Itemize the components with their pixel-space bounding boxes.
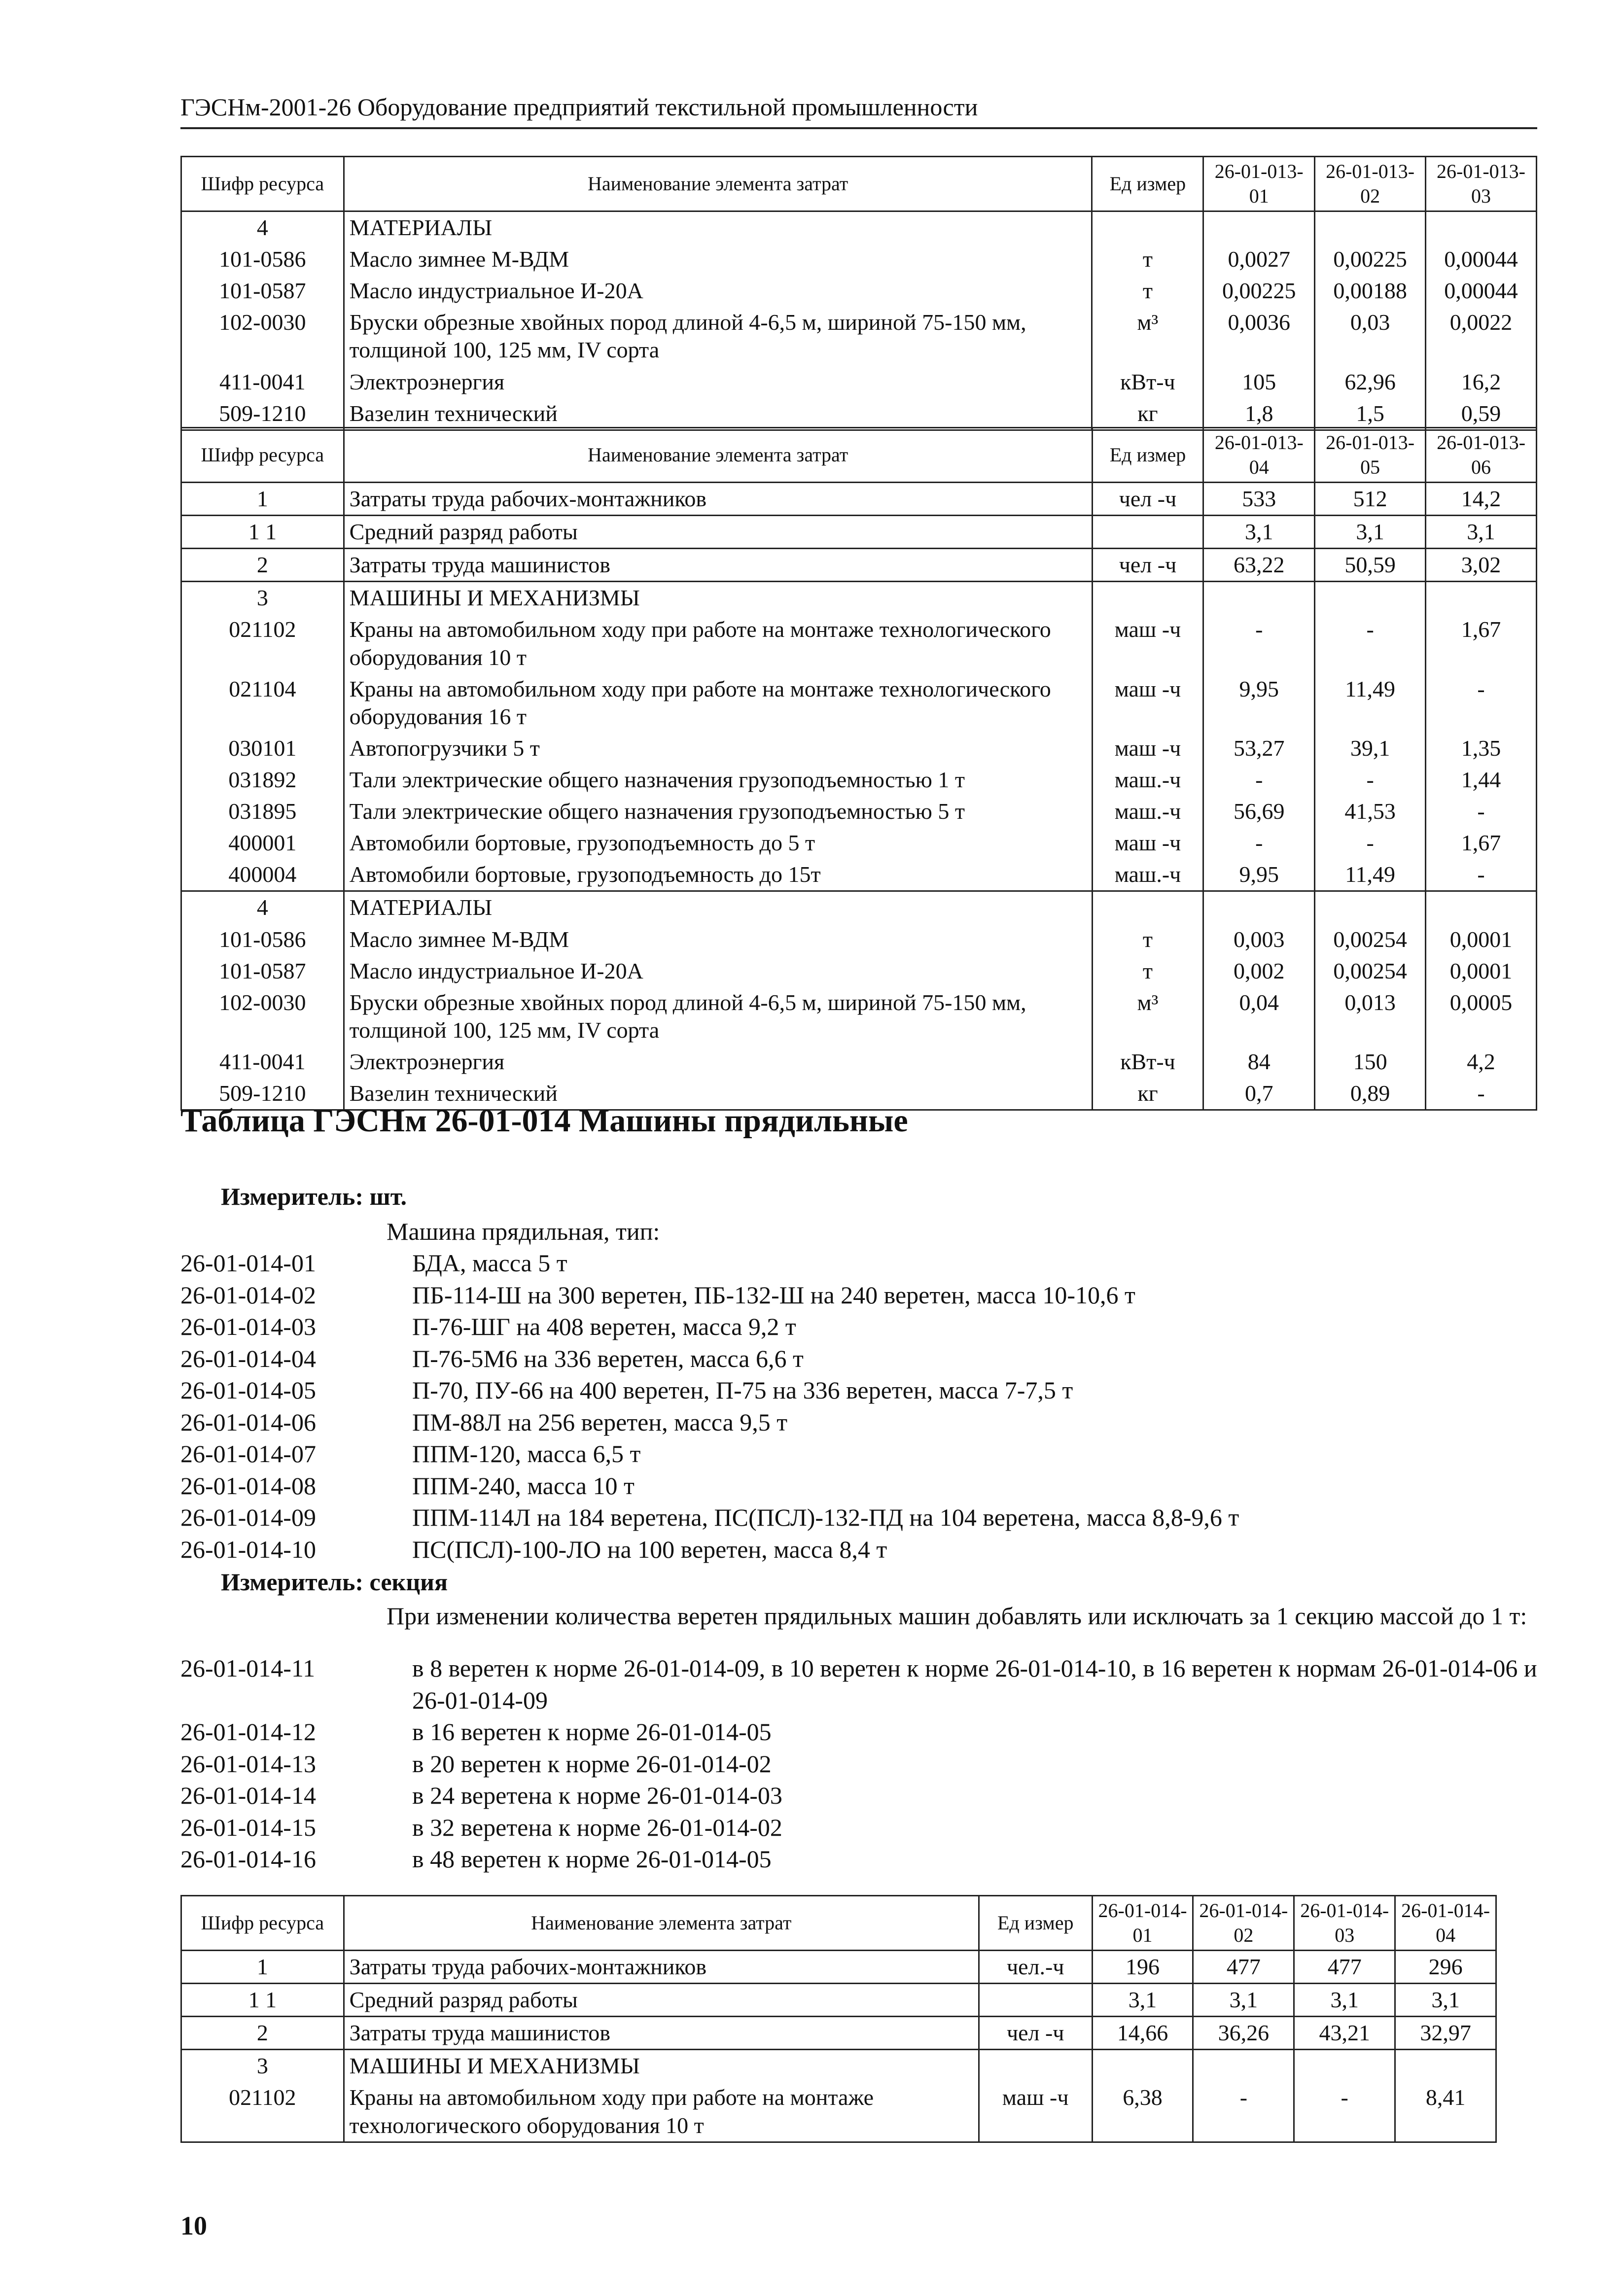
norm-list	[180, 1247, 1561, 1565]
value-cell: 0,59	[1426, 398, 1537, 430]
table-row	[181, 2017, 1496, 2050]
name-cell: Вазелин технический	[344, 1078, 1092, 1110]
norm-code: 26-01-014-14	[180, 1782, 316, 1809]
value-cell: 56,69	[1203, 796, 1315, 827]
section-heading-cell: МАШИНЫ И МЕХАНИЗМЫ	[344, 582, 1092, 614]
section-title: Таблица ГЭСНм 26-01-014 Машины прядильные	[180, 1103, 908, 1139]
name-cell: Масло зимнее М-ВДМ	[344, 924, 1092, 955]
norm-code: 26-01-014-02	[180, 1281, 316, 1309]
norm-description: П-76-ШГ на 408 веретен, масса 9,2 т	[412, 1313, 796, 1340]
value-cell: 477	[1193, 1951, 1294, 1984]
name-cell: Автомобили бортовые, грузоподъемность до 5 т	[344, 827, 1092, 859]
table-row	[181, 987, 1537, 1046]
unit-cell: чел -ч	[979, 2017, 1092, 2050]
name-cell: Автопогрузчики 5 т	[344, 733, 1092, 764]
col-header-name: Наименование элемента затрат	[344, 1896, 979, 1951]
value-cell: 3,1	[1395, 1984, 1496, 2017]
value-cell: 16,2	[1426, 366, 1537, 398]
unit-cell: маш -ч	[1092, 733, 1203, 764]
table-row	[181, 2082, 1496, 2142]
list-item	[180, 1343, 1561, 1375]
col-header-norm: 26-01-013-02	[1315, 157, 1426, 211]
list-item	[180, 1748, 1561, 1780]
value-cell: -	[1315, 614, 1426, 673]
value-cell: 14,66	[1092, 2017, 1193, 2050]
table-row	[181, 483, 1537, 516]
code-cell: 102-0030	[181, 987, 344, 1046]
resource-table-013-01-03	[180, 156, 1537, 431]
table-body	[181, 483, 1537, 1110]
table-row	[181, 244, 1537, 275]
value-cell: 0,00254	[1315, 924, 1426, 955]
value-cell: 105	[1203, 366, 1315, 398]
name-cell: Электроэнергия	[344, 366, 1092, 398]
code-cell: 031895	[181, 796, 344, 827]
value-cell: 1,35	[1426, 733, 1537, 764]
norm-description: в 20 веретен к норме 26-01-014-02	[412, 1749, 772, 1778]
unit-cell: маш -ч	[1092, 673, 1203, 733]
value-cell: -	[1203, 764, 1315, 796]
code-cell: 509-1210	[181, 398, 344, 430]
code-cell: 101-0586	[181, 924, 344, 955]
norm-description: ППМ-120, масса 6,5 т	[412, 1440, 641, 1468]
value-cell: -	[1203, 827, 1315, 859]
norm-code: 26-01-014-03	[180, 1313, 316, 1340]
list-item	[180, 1438, 1561, 1470]
name-cell: Затраты труда рабочих-монтажников	[344, 1951, 979, 1984]
norm-list-sections	[180, 1652, 1561, 1875]
meter-line-2	[221, 1568, 448, 1596]
col-header-norm: 26-01-014-01	[1092, 1896, 1193, 1951]
code-cell: 021102	[181, 2082, 344, 2142]
list-item	[180, 1470, 1561, 1502]
value-cell: 1,5	[1315, 398, 1426, 430]
list-item	[180, 1534, 1561, 1566]
list-item	[180, 1652, 1561, 1716]
norm-code: 26-01-014-16	[180, 1845, 316, 1873]
value-cell: 14,2	[1426, 483, 1537, 516]
code-cell: 102-0030	[181, 307, 344, 366]
code-cell: 021102	[181, 614, 344, 673]
name-cell: Вазелин технический	[344, 398, 1092, 430]
value-cell	[1426, 582, 1537, 614]
name-cell: Средний разряд работы	[344, 1984, 979, 2017]
value-cell: 3,02	[1426, 549, 1537, 582]
header-rule	[180, 127, 1537, 129]
code-cell: 101-0586	[181, 244, 344, 275]
name-cell: Тали электрические общего назначения грузоподъемностью 1 т	[344, 764, 1092, 796]
table-row	[181, 366, 1537, 398]
unit-cell: чел -ч	[1092, 483, 1203, 516]
code-cell: 411-0041	[181, 366, 344, 398]
value-cell	[1294, 2050, 1395, 2082]
value-cell	[1426, 211, 1537, 244]
norm-code: 26-01-014-04	[180, 1344, 316, 1372]
norm-description: ПМ-88Л на 256 веретен, масса 9,5 т	[412, 1408, 788, 1436]
unit-cell	[1092, 582, 1203, 614]
table-row	[181, 516, 1537, 549]
table-row	[181, 827, 1537, 859]
code-cell: 1	[181, 483, 344, 516]
norm-description: БДА, масса 5 т	[412, 1249, 567, 1277]
norm-description: в 48 веретен к норме 26-01-014-05	[412, 1845, 772, 1873]
code-cell: 021104	[181, 673, 344, 733]
unit-cell: кг	[1092, 1078, 1203, 1110]
col-header-unit: Ед измер	[1092, 428, 1203, 483]
value-cell	[1092, 2050, 1193, 2082]
code-cell: 3	[181, 582, 344, 614]
value-cell	[1203, 582, 1315, 614]
value-cell: 0,00225	[1203, 275, 1315, 307]
list-item	[180, 1311, 1561, 1343]
name-cell: Автомобили бортовые, грузоподъемность до 15т	[344, 859, 1092, 891]
norm-description: ПБ-114-Ш на 300 веретен, ПБ-132-Ш на 240 веретен, масса 10-10,6 т	[412, 1281, 1135, 1309]
value-cell: 0,00254	[1315, 955, 1426, 987]
table-row	[181, 307, 1537, 366]
unit-cell: маш.-ч	[1092, 859, 1203, 891]
code-cell: 1 1	[181, 1984, 344, 2017]
value-cell: 36,26	[1193, 2017, 1294, 2050]
unit-cell	[979, 2050, 1092, 2082]
value-cell: 11,49	[1315, 673, 1426, 733]
norm-description: в 8 веретен к норме 26-01-014-09, в 10 веретен к норме 26-01-014-10, в 16 веретен к нормам 26-01-014-06 и 26-01-014-09	[412, 1654, 1537, 1714]
unit-cell: кг	[1092, 398, 1203, 430]
norm-code: 26-01-014-08	[180, 1471, 316, 1500]
value-cell: 43,21	[1294, 2017, 1395, 2050]
value-cell: 533	[1203, 483, 1315, 516]
col-header-name: Наименование элемента затрат	[344, 157, 1092, 211]
unit-cell: кВт-ч	[1092, 1046, 1203, 1078]
value-cell: -	[1426, 796, 1537, 827]
meter-label: Измеритель:	[221, 1568, 364, 1596]
unit-cell	[1092, 211, 1203, 244]
name-cell: Электроэнергия	[344, 1046, 1092, 1078]
unit-cell: чел.-ч	[979, 1951, 1092, 1984]
code-cell: 3	[181, 2050, 344, 2082]
list-item	[180, 1780, 1561, 1812]
value-cell	[1395, 2050, 1496, 2082]
table-row	[181, 733, 1537, 764]
value-cell: 84	[1203, 1046, 1315, 1078]
list-item	[180, 1502, 1561, 1534]
name-cell: Краны на автомобильном ходу при работе на монтаже технологического оборудования 10 т	[344, 2082, 979, 2142]
list-item	[180, 1716, 1561, 1748]
name-cell: Бруски обрезные хвойных пород длиной 4-6,5 м, шириной 75-150 мм, толщиной 100, 125 мм, IV сорта	[344, 987, 1092, 1046]
unit-cell: маш.-ч	[1092, 764, 1203, 796]
table-row	[181, 1951, 1496, 1984]
unit-cell: т	[1092, 955, 1203, 987]
value-cell: 1,8	[1203, 398, 1315, 430]
value-cell	[1193, 2050, 1294, 2082]
resource-table-014-01-04	[180, 1895, 1497, 2143]
value-cell: 6,38	[1092, 2082, 1193, 2142]
unit-cell	[979, 1984, 1092, 2017]
table-body	[181, 211, 1537, 430]
section-heading-cell: МАШИНЫ И МЕХАНИЗМЫ	[344, 2050, 979, 2082]
meter-value: секция	[369, 1568, 448, 1596]
value-cell: 0,0005	[1426, 987, 1537, 1046]
value-cell: -	[1426, 673, 1537, 733]
col-header-norm: 26-01-014-03	[1294, 1896, 1395, 1951]
running-header: ГЭСНм-2001-26 Оборудование предприятий текстильной промышленности	[180, 93, 978, 121]
code-cell: 1 1	[181, 516, 344, 549]
unit-cell: маш -ч	[1092, 614, 1203, 673]
unit-cell: маш.-ч	[1092, 796, 1203, 827]
table-row	[181, 796, 1537, 827]
meter-line-1	[221, 1182, 407, 1211]
norm-description: в 16 веретен к норме 26-01-014-05	[412, 1718, 772, 1746]
name-cell: Затраты труда машинистов	[344, 549, 1092, 582]
value-cell	[1203, 891, 1315, 924]
value-cell: 0,00225	[1315, 244, 1426, 275]
name-cell: Масло зимнее М-ВДМ	[344, 244, 1092, 275]
col-header-code: Шифр ресурса	[181, 428, 344, 483]
value-cell	[1426, 891, 1537, 924]
value-cell: 0,0027	[1203, 244, 1315, 275]
table-row	[181, 891, 1537, 924]
value-cell: 0,00188	[1315, 275, 1426, 307]
value-cell: 150	[1315, 1046, 1426, 1078]
norm-code: 26-01-014-07	[180, 1440, 316, 1468]
value-cell: 0,00044	[1426, 244, 1537, 275]
resource-table-013-04-06	[180, 427, 1537, 1111]
value-cell: 3,1	[1294, 1984, 1395, 2017]
value-cell	[1315, 891, 1426, 924]
value-cell: 3,1	[1193, 1984, 1294, 2017]
norm-code: 26-01-014-13	[180, 1749, 316, 1778]
norm-code: 26-01-014-12	[180, 1718, 316, 1746]
norm-code: 26-01-014-15	[180, 1813, 316, 1841]
value-cell: 0,03	[1315, 307, 1426, 366]
table-row	[181, 859, 1537, 891]
code-cell: 2	[181, 549, 344, 582]
value-cell	[1315, 211, 1426, 244]
value-cell: 9,95	[1203, 859, 1315, 891]
value-cell: 1,67	[1426, 827, 1537, 859]
code-cell: 101-0587	[181, 275, 344, 307]
table-row	[181, 764, 1537, 796]
table-row	[181, 673, 1537, 733]
value-cell: 3,1	[1426, 516, 1537, 549]
value-cell: -	[1426, 1078, 1537, 1110]
table-row	[181, 582, 1537, 614]
code-cell: 101-0587	[181, 955, 344, 987]
norm-code: 26-01-014-01	[180, 1249, 316, 1277]
table-row	[181, 1046, 1537, 1078]
table-body	[181, 1951, 1496, 2142]
unit-cell: кВт-ч	[1092, 366, 1203, 398]
meter-label: Измеритель:	[221, 1183, 364, 1210]
value-cell: 41,53	[1315, 796, 1426, 827]
value-cell: -	[1294, 2082, 1395, 2142]
code-cell: 4	[181, 891, 344, 924]
value-cell: 3,1	[1203, 516, 1315, 549]
norm-description: П-70, ПУ-66 на 400 веретен, П-75 на 336 веретен, масса 7-7,5 т	[412, 1376, 1073, 1404]
code-cell: 400001	[181, 827, 344, 859]
value-cell: 32,97	[1395, 2017, 1496, 2050]
col-header-norm: 26-01-013-05	[1315, 428, 1426, 483]
code-cell: 400004	[181, 859, 344, 891]
section-heading-cell: МАТЕРИАЛЫ	[344, 891, 1092, 924]
value-cell: 0,04	[1203, 987, 1315, 1046]
page-number: 10	[180, 2211, 207, 2240]
col-header-code: Шифр ресурса	[181, 1896, 344, 1951]
unit-cell: м³	[1092, 987, 1203, 1046]
name-cell: Масло индустриальное И-20А	[344, 275, 1092, 307]
value-cell: 0,7	[1203, 1078, 1315, 1110]
code-cell: 509-1210	[181, 1078, 344, 1110]
value-cell: 9,95	[1203, 673, 1315, 733]
machine-type-intro: Машина прядильная, тип:	[387, 1218, 660, 1245]
norm-code: 26-01-014-09	[180, 1504, 316, 1531]
meter-value: шт.	[369, 1183, 407, 1210]
code-cell: 4	[181, 211, 344, 244]
col-header-unit: Ед измер	[979, 1896, 1092, 1951]
unit-cell: т	[1092, 244, 1203, 275]
name-cell: Бруски обрезные хвойных пород длиной 4-6,5 м, шириной 75-150 мм, толщиной 100, 125 мм, IV сорта	[344, 307, 1092, 366]
table-row	[181, 211, 1537, 244]
value-cell: -	[1315, 764, 1426, 796]
value-cell: 0,89	[1315, 1078, 1426, 1110]
list-item	[180, 1843, 1561, 1875]
value-cell: -	[1193, 2082, 1294, 2142]
value-cell: 1,44	[1426, 764, 1537, 796]
table-row	[181, 275, 1537, 307]
list-item	[180, 1812, 1561, 1844]
col-header-norm: 26-01-014-04	[1395, 1896, 1496, 1951]
col-header-norm: 26-01-014-02	[1193, 1896, 1294, 1951]
unit-cell	[1092, 891, 1203, 924]
unit-cell: чел -ч	[1092, 549, 1203, 582]
value-cell: 8,41	[1395, 2082, 1496, 2142]
col-header-name: Наименование элемента затрат	[344, 428, 1092, 483]
name-cell: Затраты труда машинистов	[344, 2017, 979, 2050]
value-cell: -	[1203, 614, 1315, 673]
norm-description: в 24 веретена к норме 26-01-014-03	[412, 1782, 782, 1809]
list-item	[180, 1247, 1561, 1279]
table-row	[181, 1984, 1496, 2017]
name-cell: Тали электрические общего назначения грузоподъемностью 5 т	[344, 796, 1092, 827]
col-header-norm: 26-01-013-01	[1203, 157, 1315, 211]
unit-cell: м³	[1092, 307, 1203, 366]
unit-cell: т	[1092, 275, 1203, 307]
value-cell: 3,1	[1315, 516, 1426, 549]
value-cell: 11,49	[1315, 859, 1426, 891]
value-cell: 39,1	[1315, 733, 1426, 764]
value-cell: 0,002	[1203, 955, 1315, 987]
code-cell: 031892	[181, 764, 344, 796]
value-cell: 0,00044	[1426, 275, 1537, 307]
value-cell: -	[1315, 827, 1426, 859]
table-row	[181, 2050, 1496, 2082]
table-row	[181, 549, 1537, 582]
value-cell: 0,0001	[1426, 924, 1537, 955]
unit-cell: маш -ч	[1092, 827, 1203, 859]
code-cell: 411-0041	[181, 1046, 344, 1078]
norm-description: в 32 веретена к норме 26-01-014-02	[412, 1813, 782, 1841]
value-cell: 0,003	[1203, 924, 1315, 955]
name-cell: Краны на автомобильном ходу при работе на монтаже технологического оборудования 10 т	[344, 614, 1092, 673]
value-cell: 0,013	[1315, 987, 1426, 1046]
norm-description: ППМ-114Л на 184 веретена, ПС(ПСЛ)-132-ПД на 104 веретена, масса 8,8-9,6 т	[412, 1504, 1239, 1531]
value-cell: 62,96	[1315, 366, 1426, 398]
table-row	[181, 955, 1537, 987]
value-cell: 0,0022	[1426, 307, 1537, 366]
table-row	[181, 398, 1537, 430]
code-cell: 1	[181, 1951, 344, 1984]
section-note: При изменении количества веретен прядильных машин добавлять или исключать за 1 секцию массой до 1 т:	[387, 1602, 1527, 1630]
list-item	[180, 1279, 1561, 1311]
value-cell: 0,0036	[1203, 307, 1315, 366]
value-cell: -	[1426, 859, 1537, 891]
col-header-norm: 26-01-013-04	[1203, 428, 1315, 483]
name-cell: Затраты труда рабочих-монтажников	[344, 483, 1092, 516]
value-cell: 296	[1395, 1951, 1496, 1984]
norm-code: 26-01-014-05	[180, 1376, 316, 1404]
value-cell	[1315, 582, 1426, 614]
name-cell: Краны на автомобильном ходу при работе на монтаже технологического оборудования 16 т	[344, 673, 1092, 733]
norm-description: ПС(ПСЛ)-100-ЛО на 100 веретен, масса 8,4 т	[412, 1535, 887, 1563]
value-cell	[1203, 211, 1315, 244]
value-cell: 512	[1315, 483, 1426, 516]
list-item	[180, 1374, 1561, 1406]
value-cell: 53,27	[1203, 733, 1315, 764]
norm-code: 26-01-014-10	[180, 1535, 316, 1563]
unit-cell: т	[1092, 924, 1203, 955]
section-heading-cell: МАТЕРИАЛЫ	[344, 211, 1092, 244]
value-cell: 3,1	[1092, 1984, 1193, 2017]
code-cell: 2	[181, 2017, 344, 2050]
col-header-unit: Ед измер	[1092, 157, 1203, 211]
norm-code: 26-01-014-11	[180, 1654, 316, 1682]
value-cell: 4,2	[1426, 1046, 1537, 1078]
norm-description: П-76-5М6 на 336 веретен, масса 6,6 т	[412, 1344, 804, 1372]
name-cell: Средний разряд работы	[344, 516, 1092, 549]
value-cell: 1,67	[1426, 614, 1537, 673]
value-cell: 50,59	[1315, 549, 1426, 582]
value-cell: 196	[1092, 1951, 1193, 1984]
table-row	[181, 614, 1537, 673]
col-header-norm: 26-01-013-03	[1426, 157, 1537, 211]
name-cell: Масло индустриальное И-20А	[344, 955, 1092, 987]
unit-cell: маш -ч	[979, 2082, 1092, 2142]
value-cell: 0,0001	[1426, 955, 1537, 987]
code-cell: 030101	[181, 733, 344, 764]
col-header-norm: 26-01-013-06	[1426, 428, 1537, 483]
value-cell: 477	[1294, 1951, 1395, 1984]
norm-description: ППМ-240, масса 10 т	[412, 1471, 635, 1500]
value-cell: 63,22	[1203, 549, 1315, 582]
col-header-code: Шифр ресурса	[181, 157, 344, 211]
table-row	[181, 924, 1537, 955]
unit-cell	[1092, 516, 1203, 549]
norm-code: 26-01-014-06	[180, 1408, 316, 1436]
list-item	[180, 1406, 1561, 1438]
